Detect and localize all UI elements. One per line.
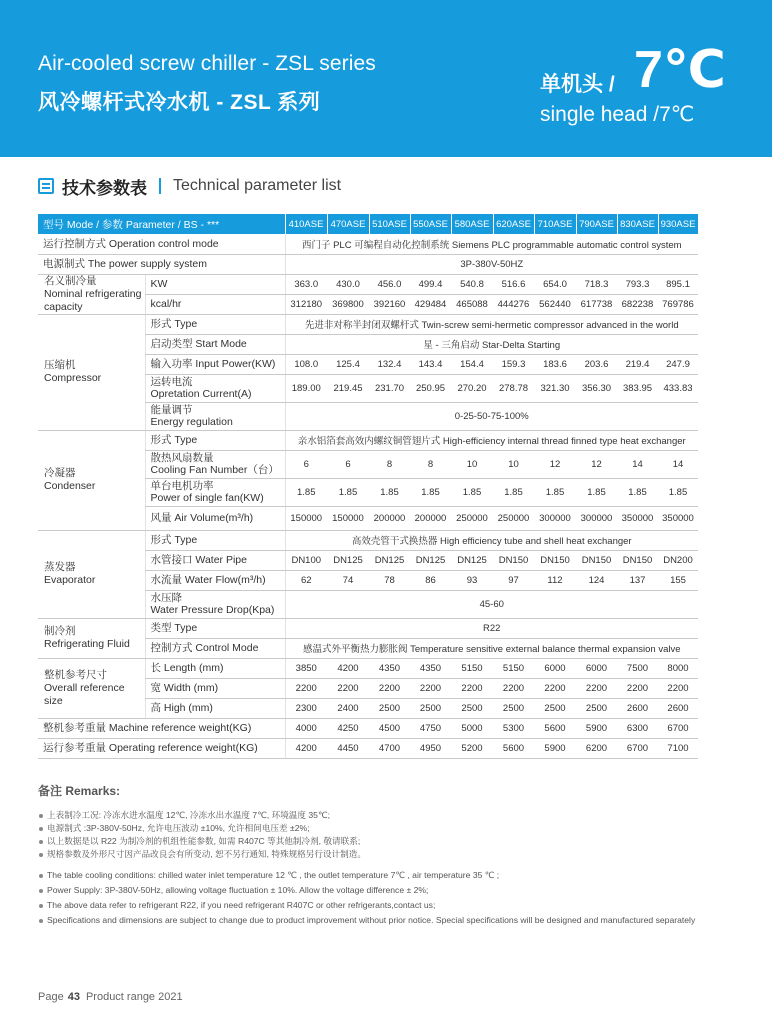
single-head-label-cn: 单机头 / [540, 73, 615, 96]
list-item: 电源制式 :3P-380V-50Hz, 允许电压波动 ±10%, 允许相间电压差 ±2%; [38, 822, 738, 835]
model-header: 790ASE [576, 214, 617, 234]
cell: DN150 [493, 550, 534, 570]
list-item: 规格参数及外形尺寸因产品改良会有所变动, 恕不另行通知, 特殊规格另行设计制造。 [38, 848, 738, 861]
list-item: The table cooling conditions: chilled water inlet temperature 12 ℃ , the outlet temperature 7℃ , air temperature 35 ℃ ; [38, 869, 738, 881]
cell: DN150 [576, 550, 617, 570]
row-label-cn: 运转电流 [150, 376, 193, 388]
cell: 5300 [493, 718, 534, 738]
cell: 6700 [658, 718, 698, 738]
row-label-en: Power of single fan(KW) [150, 492, 264, 504]
group-label-en: Evaporator [44, 574, 96, 586]
cell: 14 [617, 450, 658, 478]
cell: 203.6 [576, 354, 617, 374]
model-header: 410ASE [285, 214, 327, 234]
cell: 1.85 [658, 478, 698, 506]
row-label: 形式 Type [145, 314, 285, 334]
cell: DN100 [285, 550, 327, 570]
cell: 499.4 [410, 274, 451, 294]
row-value: 感温式外平衡热力膨胀阀 Temperature sensitive external balance thermal expansion valve [285, 638, 698, 658]
cell: 1.85 [410, 478, 451, 506]
cell: 2200 [451, 678, 493, 698]
page-label: Page [38, 991, 64, 1003]
row-label-cn: 能量调节 [150, 404, 193, 416]
cell: 4250 [327, 718, 369, 738]
cell: 137 [617, 570, 658, 590]
cell: 2200 [410, 678, 451, 698]
row-label: KW [145, 274, 285, 294]
section-title [38, 174, 341, 198]
group-label-cn: 蒸发器 [44, 561, 76, 573]
table-row [38, 658, 698, 678]
cell: 6000 [576, 658, 617, 678]
cell: 6000 [534, 658, 576, 678]
cell: 2200 [327, 678, 369, 698]
cell: 682238 [617, 294, 658, 314]
row-label-en: Opretation Current(A) [150, 388, 252, 400]
row-label: 水流量 Water Flow(m³/h) [145, 570, 285, 590]
row-label [145, 374, 285, 402]
cell: 5200 [451, 738, 493, 758]
cell: 4200 [285, 738, 327, 758]
cell: 516.6 [493, 274, 534, 294]
cell: 2200 [285, 678, 327, 698]
table-header-row [38, 214, 698, 234]
cell: 8000 [658, 658, 698, 678]
row-value: 3P-380V-50HZ [285, 254, 698, 274]
group-capacity [38, 274, 145, 314]
list-item: 上表制冷工况: 冷冻水进水温度 12℃, 冷冻水出水温度 7℃, 环境温度 35℃; [38, 809, 738, 822]
cell: 2500 [369, 698, 410, 718]
cell: 2200 [576, 678, 617, 698]
cell: 1.85 [369, 478, 410, 506]
cell: 1.85 [576, 478, 617, 506]
cell: 250000 [451, 506, 493, 530]
row-label: kcal/hr [145, 294, 285, 314]
cell: 250.95 [410, 374, 451, 402]
cell: 125.4 [327, 354, 369, 374]
row-value: 星 - 三角启动 Star-Delta Starting [285, 334, 698, 354]
cell: 8 [410, 450, 451, 478]
list-item: Power Supply: 3P-380V-50Hz, allowing voltage fluctuation ± 10%. Allow the voltage difference ± 2%; [38, 884, 738, 896]
cell: 430.0 [327, 274, 369, 294]
row-label-en: Energy regulation [150, 416, 233, 428]
cell: DN125 [369, 550, 410, 570]
cell: 132.4 [369, 354, 410, 374]
cell: 78 [369, 570, 410, 590]
cell: 2600 [658, 698, 698, 718]
cell: 2500 [493, 698, 534, 718]
cell: 7500 [617, 658, 658, 678]
cell: 4200 [327, 658, 369, 678]
cell: 654.0 [534, 274, 576, 294]
cell: 10 [451, 450, 493, 478]
cell: 270.20 [451, 374, 493, 402]
cell: 1.85 [534, 478, 576, 506]
group-label-cn: 冷凝器 [44, 467, 76, 479]
cell: 433.83 [658, 374, 698, 402]
cell: 14 [658, 450, 698, 478]
row-label: 形式 Type [145, 530, 285, 550]
cell: 4000 [285, 718, 327, 738]
group-label-cn: 名义制冷量 [44, 274, 97, 287]
cell: 1.85 [327, 478, 369, 506]
cell: 356.30 [576, 374, 617, 402]
cell: 4750 [410, 718, 451, 738]
model-header: 620ASE [493, 214, 534, 234]
row-label [145, 478, 285, 506]
cell: 1.85 [617, 478, 658, 506]
row-label: 类型 Type [145, 618, 285, 638]
cell: 6200 [576, 738, 617, 758]
cell: 2600 [617, 698, 658, 718]
single-head-label-en: single head /7℃ [540, 103, 695, 126]
cell: 300000 [576, 506, 617, 530]
cell: 5900 [576, 718, 617, 738]
cell: 219.4 [617, 354, 658, 374]
row-label: 长 Length (mm) [145, 658, 285, 678]
row-label-cn: 单台电机功率 [150, 480, 214, 492]
cell: 2500 [576, 698, 617, 718]
row-label: 控制方式 Control Mode [145, 638, 285, 658]
row-value: 高效壳管干式换热器 High efficiency tube and shell heat exchanger [285, 530, 698, 550]
row-label [145, 402, 285, 430]
section-divider [159, 178, 161, 194]
cell: DN200 [658, 550, 698, 570]
document-icon [38, 178, 54, 194]
group-label-en: Nominal refrigerating capacity [44, 287, 142, 313]
row-label: 运行参考重量 Operating reference weight(KG) [38, 738, 285, 758]
cell: 62 [285, 570, 327, 590]
cell: 4450 [327, 738, 369, 758]
row-label: 高 High (mm) [145, 698, 285, 718]
page-title-cn: 风冷螺杆式冷水机 - ZSL 系列 [38, 91, 321, 114]
table-row [38, 430, 698, 450]
row-label [145, 590, 285, 618]
cell: 159.3 [493, 354, 534, 374]
table-row [38, 314, 698, 334]
row-value: 西门子 PLC 可编程自动化控制系统 Siemens PLC programmable automatic control system [285, 234, 698, 254]
section-title-en: Technical parameter list [173, 177, 342, 194]
group-refrigerant [38, 618, 145, 658]
cell: 5150 [493, 658, 534, 678]
page-footer [38, 991, 183, 1003]
row-label: 宽 Width (mm) [145, 678, 285, 698]
cell: 769786 [658, 294, 698, 314]
page-number: 43 [67, 991, 80, 1003]
cell: 312180 [285, 294, 327, 314]
row-label: 输入功率 Input Power(KW) [145, 354, 285, 374]
cell: DN150 [534, 550, 576, 570]
cell: 4950 [410, 738, 451, 758]
remarks-list-en [38, 869, 738, 926]
cell: 5900 [534, 738, 576, 758]
cell: 617738 [576, 294, 617, 314]
row-label: 整机参考重量 Machine reference weight(KG) [38, 718, 285, 738]
cell: 540.8 [451, 274, 493, 294]
cell: 2200 [534, 678, 576, 698]
cell: 2300 [285, 698, 327, 718]
group-label-en: Overall reference size [44, 681, 125, 707]
cell: 793.3 [617, 274, 658, 294]
cell: 4700 [369, 738, 410, 758]
cell: 2200 [658, 678, 698, 698]
cell: DN125 [410, 550, 451, 570]
technical-parameter-table [38, 214, 699, 759]
cell: DN125 [451, 550, 493, 570]
cell: 5600 [493, 738, 534, 758]
cell: 150000 [327, 506, 369, 530]
group-label-cn: 整机参考尺寸 [44, 668, 107, 681]
cell: 278.78 [493, 374, 534, 402]
group-label-en: Compressor [44, 372, 102, 384]
cell: 429484 [410, 294, 451, 314]
row-value: 先进非对称半封闭双螺杆式 Twin-screw semi-hermetic compressor advanced in the world [285, 314, 698, 334]
header-banner [0, 0, 772, 157]
cell: DN125 [327, 550, 369, 570]
cell: 112 [534, 570, 576, 590]
table-row [38, 530, 698, 550]
row-value: 亲水铝箔套高效内螺纹铜管翅片式 High-efficiency internal thread finned type heat exchanger [285, 430, 698, 450]
remarks-section [38, 782, 738, 934]
cell: 4350 [369, 658, 410, 678]
cell: 6700 [617, 738, 658, 758]
row-label: 运行控制方式 Operation control mode [38, 234, 285, 254]
cell: 1.85 [451, 478, 493, 506]
cell: 369800 [327, 294, 369, 314]
cell: DN150 [617, 550, 658, 570]
cell: 465088 [451, 294, 493, 314]
table-row [38, 738, 698, 758]
cell: 2200 [369, 678, 410, 698]
table-row [38, 618, 698, 638]
list-item: The above data refer to refrigerant R22, if you need refrigerant R407C or other refrigerants,contact us; [38, 899, 738, 911]
table-row [38, 274, 698, 294]
cell: 200000 [369, 506, 410, 530]
cell: 718.3 [576, 274, 617, 294]
group-label-cn: 压缩机 [44, 359, 76, 371]
row-label-en: Cooling Fan Number（台） [150, 464, 279, 476]
cell: 444276 [493, 294, 534, 314]
cell: 2500 [410, 698, 451, 718]
row-label: 风量 Air Volume(m³/h) [145, 506, 285, 530]
group-evaporator [38, 530, 145, 618]
cell: 97 [493, 570, 534, 590]
row-value: 0-25-50-75-100% [285, 402, 698, 430]
cell: 350000 [658, 506, 698, 530]
page-title-en: Air-cooled screw chiller - ZSL series [38, 52, 376, 75]
cell: 250000 [493, 506, 534, 530]
row-label: 水管接口 Water Pipe [145, 550, 285, 570]
row-label: 形式 Type [145, 430, 285, 450]
model-header: 710ASE [534, 214, 576, 234]
cell: 6 [327, 450, 369, 478]
cell: 5600 [534, 718, 576, 738]
cell: 231.70 [369, 374, 410, 402]
cell: 2200 [617, 678, 658, 698]
cell: 7100 [658, 738, 698, 758]
cell: 12 [576, 450, 617, 478]
cell: 392160 [369, 294, 410, 314]
row-label-en: Water Pressure Drop(Kpa) [150, 604, 275, 616]
cell: 2400 [327, 698, 369, 718]
cell: 124 [576, 570, 617, 590]
cell: 5150 [451, 658, 493, 678]
cell: 300000 [534, 506, 576, 530]
model-header: 830ASE [617, 214, 658, 234]
remarks-title: 备注 Remarks: [38, 784, 121, 798]
cell: 150000 [285, 506, 327, 530]
cell: 4500 [369, 718, 410, 738]
model-header: 550ASE [410, 214, 451, 234]
cell: 363.0 [285, 274, 327, 294]
cell: 143.4 [410, 354, 451, 374]
row-label: 电源制式 The power supply system [38, 254, 285, 274]
cell: 2200 [493, 678, 534, 698]
cell: 108.0 [285, 354, 327, 374]
model-header: 580ASE [451, 214, 493, 234]
model-header: 470ASE [327, 214, 369, 234]
cell: 6300 [617, 718, 658, 738]
header-label: 型号 Mode / 参数 Parameter / BS - *** [38, 214, 285, 234]
section-title-cn: 技术参数表 [62, 178, 147, 198]
table-row [38, 234, 698, 254]
cell: 6 [285, 450, 327, 478]
cell: 8 [369, 450, 410, 478]
group-label-en: Refrigerating Fluid [44, 638, 130, 650]
cell: 247.9 [658, 354, 698, 374]
list-item: 以上数据是以 R22 为制冷剂的机组性能参数, 如需 R407C 等其他制冷剂, 敬请联系; [38, 835, 738, 848]
cell: 189.00 [285, 374, 327, 402]
cell: 321.30 [534, 374, 576, 402]
cell: 12 [534, 450, 576, 478]
cell: 562440 [534, 294, 576, 314]
temperature-badge: 7℃ [634, 41, 726, 99]
cell: 1.85 [285, 478, 327, 506]
group-dimensions [38, 658, 145, 718]
table-row [38, 718, 698, 738]
list-item: Specifications and dimensions are subject to change due to product improvement without prior notice. Special specifications will be designed and manufactured separately [38, 914, 738, 926]
cell: 2500 [534, 698, 576, 718]
row-label-cn: 水压降 [150, 592, 182, 604]
cell: 93 [451, 570, 493, 590]
model-header: 930ASE [658, 214, 698, 234]
cell: 154.4 [451, 354, 493, 374]
cell: 219.45 [327, 374, 369, 402]
cell: 74 [327, 570, 369, 590]
row-value: R22 [285, 618, 698, 638]
cell: 1.85 [493, 478, 534, 506]
cell: 456.0 [369, 274, 410, 294]
row-label [145, 450, 285, 478]
model-header: 510ASE [369, 214, 410, 234]
cell: 895.1 [658, 274, 698, 294]
cell: 3850 [285, 658, 327, 678]
product-range: Product range 2021 [85, 991, 183, 1003]
cell: 10 [493, 450, 534, 478]
remarks-list-cn [38, 809, 738, 861]
group-label-en: Condenser [44, 480, 96, 492]
cell: 383.95 [617, 374, 658, 402]
cell: 2500 [451, 698, 493, 718]
table-row [38, 254, 698, 274]
group-label-cn: 制冷剂 [44, 625, 76, 637]
cell: 200000 [410, 506, 451, 530]
group-compressor [38, 314, 145, 430]
cell: 86 [410, 570, 451, 590]
cell: 350000 [617, 506, 658, 530]
row-label-cn: 散热风扇数量 [150, 452, 214, 464]
row-value: 45-60 [285, 590, 698, 618]
group-condenser [38, 430, 145, 530]
cell: 183.6 [534, 354, 576, 374]
cell: 4350 [410, 658, 451, 678]
row-label: 启动类型 Start Mode [145, 334, 285, 354]
cell: 5000 [451, 718, 493, 738]
cell: 155 [658, 570, 698, 590]
